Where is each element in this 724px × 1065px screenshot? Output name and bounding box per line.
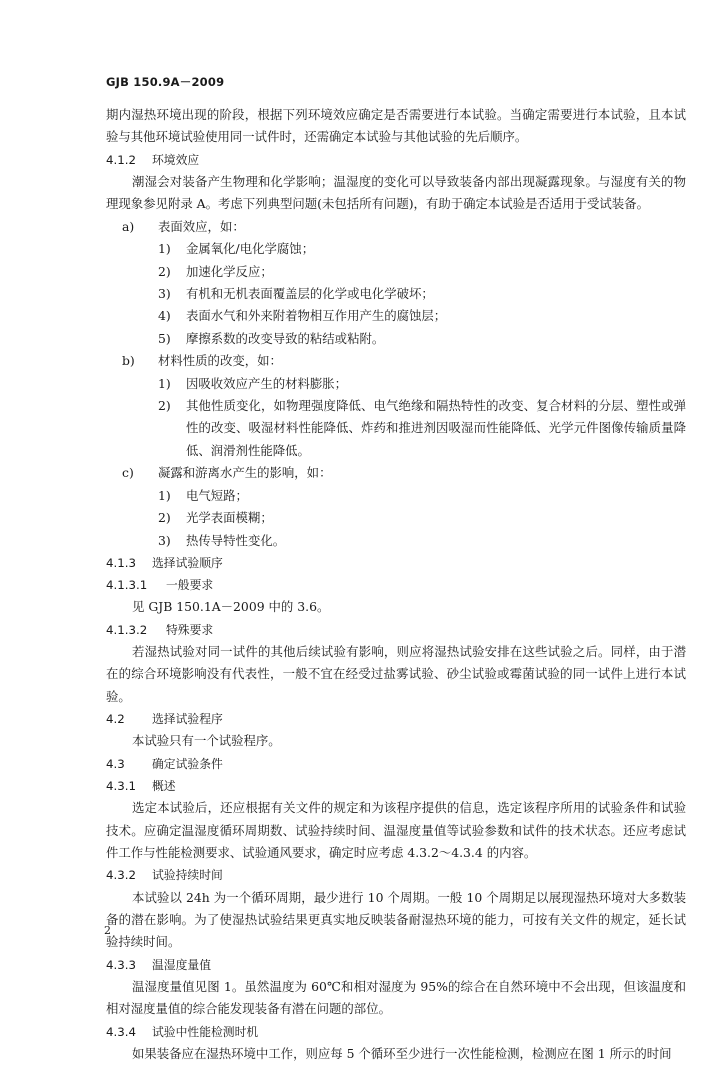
heading-title: 选择试验程序 (152, 712, 223, 727)
heading-4-2 (106, 708, 686, 730)
heading-title: 确定试验条件 (152, 756, 223, 771)
list-marker: a) (122, 218, 135, 234)
heading-number: 4.1.3 (106, 555, 137, 570)
paragraph-4-1-3-2: 若湿热试验对同一试件的其他后续试验有影响，则应将湿热试验安排在这些试验之后。同样，由于潜在的综合环境影响没有代表性，一般不宜在经受过盐雾试验、砂尘试验或霉菌试验的同一试件上进行本试验。 (106, 643, 686, 704)
list-marker: 1) (158, 241, 171, 257)
heading-4-3-1 (106, 775, 686, 797)
list-text: 有机和无机表面覆盖层的化学或电化学破坏； (186, 286, 434, 302)
list-text: 材料性质的改变，如： (158, 353, 282, 369)
heading-number: 4.3.3 (106, 957, 137, 972)
list-item (158, 530, 686, 552)
list-item (158, 305, 686, 327)
list-item (158, 485, 686, 507)
list-text: 表面水气和外来附着物相互作用产生的腐蚀层； (186, 308, 447, 324)
heading-4-1-3-1 (106, 574, 686, 596)
list-item (158, 283, 686, 305)
heading-title: 试验持续时间 (152, 868, 223, 883)
list-marker: b) (122, 353, 135, 369)
paragraph-4-3-1: 选定本试验后，还应根据有关文件的规定和为该程序提供的信息，选定该程序所用的试验条件和试验技术。应确定温湿度循环周期数、试验持续时间、温湿度量值等试验参数和试件的技术状态。还应考虑试件工作与性能检测要求、试验通风要求，确定时应考虑 4.3.2～4.3.4 的内容。 (106, 800, 686, 860)
list-item (158, 261, 686, 283)
list-marker: 1) (158, 375, 171, 391)
list-item-c (122, 462, 686, 484)
heading-title: 试验中性能检测时机 (152, 1024, 259, 1039)
list-item (158, 373, 686, 395)
heading-title: 特殊要求 (166, 622, 214, 637)
list-marker: 2) (158, 398, 171, 414)
list-marker: 3) (158, 532, 171, 548)
list-text: 热传导特性变化。 (186, 532, 286, 548)
intro-paragraph: 期内湿热环境出现的阶段，根据下列环境效应确定是否需要进行本试验。当确定需要进行本试验，且本试验与其他环境试验使用同一试件时，还需确定本试验与其他试验的先后顺序。 (106, 107, 686, 145)
document-id-header: GJB 150.9A－2009 (106, 75, 225, 89)
list-text: 光学表面模糊； (186, 510, 273, 526)
heading-title: 选择试验顺序 (152, 555, 223, 570)
list-text: 电气短路； (186, 487, 248, 503)
heading-number: 4.3.4 (106, 1024, 137, 1039)
paragraph-4-1-3-1: 见 GJB 150.1A－2009 中的 3.6。 (132, 599, 330, 615)
list-text: 金属氧化/电化学腐蚀； (186, 241, 315, 257)
heading-number: 4.1.3.1 (106, 578, 148, 593)
heading-number: 4.2 (106, 712, 125, 727)
list-marker: 4) (158, 308, 171, 324)
heading-number: 4.1.2 (106, 152, 137, 167)
page-number: 2 (104, 924, 111, 937)
list-item (158, 238, 686, 260)
list-text: 表面效应，如： (158, 218, 245, 234)
paragraph-4-1-2: 潮湿会对装备产生物理和化学影响；温湿度的变化可以导致装备内部出现凝露现象。与湿度有关的物理现象参见附录 A。考虑下列典型问题(未包括所有问题)，有助于确定本试验是否适用于受试装备。 (106, 174, 686, 212)
heading-number: 4.3 (106, 756, 125, 771)
heading-4-3-2 (106, 864, 686, 886)
list-item-a (122, 216, 686, 238)
paragraph-4-3-4: 如果装备应在湿热环境中工作，则应每 5 个循环至少进行一次性能检测，检测应在图 1 所示的时间 (132, 1046, 672, 1062)
heading-number: 4.1.3.2 (106, 622, 148, 637)
list-text: 凝露和游离水产生的影响，如： (158, 465, 332, 481)
paragraph-4-2: 本试验只有一个试验程序。 (132, 733, 281, 749)
heading-number: 4.3.2 (106, 868, 137, 883)
heading-number: 4.3.1 (106, 778, 137, 793)
heading-4-3 (106, 753, 686, 775)
list-marker: 5) (158, 330, 171, 346)
heading-4-3-4 (106, 1021, 686, 1043)
list-marker: 2) (158, 510, 171, 526)
heading-4-1-2 (106, 149, 686, 171)
list-marker: 1) (158, 487, 171, 503)
heading-4-1-3-2 (106, 619, 686, 641)
list-marker: 2) (158, 263, 171, 279)
page-content (106, 104, 686, 1065)
list-item-b (122, 350, 686, 372)
list-item (158, 395, 686, 462)
list-marker: c) (122, 465, 134, 481)
list-text: 其他性质变化，如物理强度降低、电气绝缘和隔热特性的改变、复合材料的分层、塑性或弹性的改变、吸湿材料性能降低、炸药和推进剂因吸湿而性能降低、光学元件图像传输质量降低、润滑剂性能降低。 (186, 398, 686, 458)
heading-title: 温湿度量值 (152, 957, 211, 972)
heading-title: 环境效应 (152, 152, 200, 167)
list-item (158, 328, 686, 350)
paragraph-4-3-3: 温湿度量值见图 1。虽然温度为 60℃和相对湿度为 95%的综合在自然环境中不会出现，但该温度和相对湿度量值的综合能发现装备有潜在问题的部位。 (106, 979, 686, 1017)
heading-4-3-3 (106, 954, 686, 976)
heading-title: 一般要求 (166, 578, 214, 593)
list-text: 加速化学反应； (186, 263, 273, 279)
heading-title: 概述 (152, 778, 176, 793)
list-text: 因吸收效应产生的材料膨胀； (186, 375, 348, 391)
heading-4-1-3 (106, 552, 686, 574)
list-text: 摩擦系数的改变导致的粘结或粘附。 (186, 330, 385, 346)
paragraph-4-3-2: 本试验以 24h 为一个循环周期，最少进行 10 个周期。一般 10 个周期足以展现湿热环境对大多数装备的潜在影响。为了使湿热试验结果更真实地反映装备耐湿热环境的能力，可按有关文件的规定，延长试验持续时间。 (106, 889, 686, 950)
list-marker: 3) (158, 286, 171, 302)
list-item (158, 507, 686, 529)
